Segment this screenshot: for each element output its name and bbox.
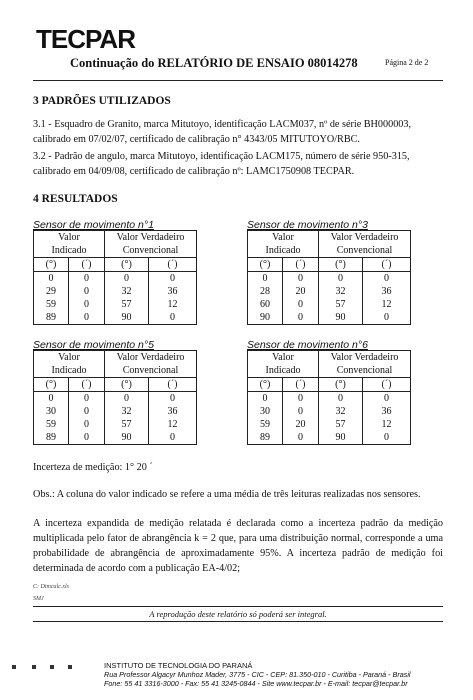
file-reference: C: Dimcalc.xls xyxy=(33,584,69,590)
table-cell: 89 xyxy=(34,431,69,445)
tecpar-logo: TECPAR xyxy=(36,24,135,54)
table-cell: 60 xyxy=(248,298,283,311)
footer-square-4 xyxy=(68,665,72,669)
unit-degrees: (°) xyxy=(248,258,283,272)
reproduction-note: A reprodução deste relatório só poderá ser integral. xyxy=(149,609,327,619)
table-cell: 36 xyxy=(363,285,411,298)
table-row xyxy=(248,285,411,298)
initials-reference: SMJ xyxy=(33,596,44,602)
table-row xyxy=(248,298,411,311)
header-divider xyxy=(33,80,443,81)
footer-top-divider xyxy=(33,606,443,607)
sensor-results-table xyxy=(33,350,197,445)
sensor-title: Sensor de movimento n°1 xyxy=(33,219,154,231)
unit-minutes: (´) xyxy=(363,258,411,272)
table-row xyxy=(248,418,411,431)
institution-contact: Fone: 55 41 3316-3000 - Fax: 55 41 3245-0844 - Site www.tecpar.br - E-mail: tecpar@tecpar.br xyxy=(104,679,408,688)
unit-degrees: (°) xyxy=(105,378,149,392)
table-cell: 0 xyxy=(34,392,69,406)
table-cell: 0 xyxy=(149,431,197,445)
uncertainty-value: Incerteza de medição: 1° 20 ´ xyxy=(33,462,153,473)
header-true-value: Valor Verdadeiro xyxy=(319,351,411,365)
table-cell: 0 xyxy=(69,272,105,286)
institution-name: INSTITUTO DE TECNOLOGIA DO PARANÁ xyxy=(104,661,253,670)
table-cell: 0 xyxy=(283,392,319,406)
header-indicated: Valor xyxy=(34,351,105,365)
footer-square-3 xyxy=(50,665,54,669)
table-row xyxy=(248,392,411,406)
header-true-value-sub: Convencional xyxy=(319,364,411,378)
sensor-title: Sensor de movimento n°6 xyxy=(247,339,368,351)
footer-institution xyxy=(104,661,411,688)
table-row xyxy=(34,285,197,298)
table-cell: 0 xyxy=(69,392,105,406)
table-cell: 90 xyxy=(248,311,283,325)
table-row xyxy=(34,272,197,286)
table-cell: 57 xyxy=(319,298,363,311)
table-cell: 36 xyxy=(149,285,197,298)
table-cell: 30 xyxy=(34,405,69,418)
header-indicated-sub: Indicado xyxy=(248,364,319,378)
sensor-title: Sensor de movimento n°5 xyxy=(33,339,154,351)
table-cell: 20 xyxy=(283,285,319,298)
table-cell: 57 xyxy=(105,298,149,311)
unit-degrees: (°) xyxy=(319,378,363,392)
obs-note: Obs.: A coluna do valor indicado se refere a uma média de três leituras realizadas nos sensores. xyxy=(33,489,421,500)
table-cell: 0 xyxy=(283,311,319,325)
unit-minutes: (´) xyxy=(149,378,197,392)
table-cell: 0 xyxy=(105,392,149,406)
table-cell: 0 xyxy=(69,405,105,418)
sensor-results-table xyxy=(33,230,197,325)
table-cell: 0 xyxy=(34,272,69,286)
table-cell: 59 xyxy=(248,418,283,431)
unit-degrees: (°) xyxy=(248,378,283,392)
unit-degrees: (°) xyxy=(34,258,69,272)
table-cell: 89 xyxy=(34,311,69,325)
table-cell: 0 xyxy=(69,311,105,325)
table-cell: 29 xyxy=(34,285,69,298)
unit-degrees: (°) xyxy=(319,258,363,272)
table-cell: 59 xyxy=(34,418,69,431)
table-cell: 0 xyxy=(319,392,363,406)
table-cell: 0 xyxy=(69,418,105,431)
section-3-heading: 3 PADRÕES UTILIZADOS xyxy=(33,95,171,107)
header-true-value: Valor Verdadeiro xyxy=(319,231,411,245)
table-cell: 20 xyxy=(283,418,319,431)
table-cell: 12 xyxy=(363,418,411,431)
table-cell: 0 xyxy=(283,431,319,445)
table-cell: 32 xyxy=(319,405,363,418)
unit-minutes: (´) xyxy=(149,258,197,272)
table-cell: 90 xyxy=(319,431,363,445)
table-row xyxy=(34,431,197,445)
table-cell: 57 xyxy=(319,418,363,431)
header-true-value-sub: Convencional xyxy=(319,244,411,258)
table-cell: 0 xyxy=(149,272,197,286)
page-number: Página 2 de 2 xyxy=(385,58,429,67)
table-row xyxy=(248,405,411,418)
unit-degrees: (°) xyxy=(105,258,149,272)
sensor-results-table xyxy=(247,230,411,325)
table-cell: 32 xyxy=(105,405,149,418)
table-cell: 0 xyxy=(283,272,319,286)
header-true-value: Valor Verdadeiro xyxy=(105,231,197,245)
unit-minutes: (´) xyxy=(69,378,105,392)
table-cell: 28 xyxy=(248,285,283,298)
section-4-heading: 4 RESULTADOS xyxy=(33,193,118,205)
table-cell: 12 xyxy=(149,418,197,431)
table-row xyxy=(248,272,411,286)
table-cell: 0 xyxy=(248,272,283,286)
header-indicated-sub: Indicado xyxy=(34,364,105,378)
table-cell: 89 xyxy=(248,431,283,445)
report-title: Continuação do RELATÓRIO DE ENSAIO 08014278 xyxy=(70,56,358,70)
table-cell: 0 xyxy=(248,392,283,406)
header-indicated: Valor xyxy=(248,231,319,245)
header-indicated: Valor xyxy=(34,231,105,245)
standard-item-2: 3.2 - Padrão de angulo, marca Mitutoyo, identificação LACM175, número de série 950-315, calibrado em 04/09/08, certificado de calibração nº: LAMC1750908 TECPAR. xyxy=(33,151,410,177)
table-cell: 32 xyxy=(319,285,363,298)
table-cell: 90 xyxy=(105,311,149,325)
table-cell: 90 xyxy=(105,431,149,445)
table-cell: 0 xyxy=(69,298,105,311)
table-cell: 59 xyxy=(34,298,69,311)
table-cell: 0 xyxy=(283,298,319,311)
institution-address: Rua Professor Algacyr Munhoz Mader, 3775 - CIC - CEP: 81.350-010 - Curitiba - Paraná - Brasil xyxy=(104,670,411,679)
unit-degrees: (°) xyxy=(34,378,69,392)
footer-bottom-divider xyxy=(33,621,443,622)
table-cell: 36 xyxy=(363,405,411,418)
header-true-value: Valor Verdadeiro xyxy=(105,351,197,365)
unit-minutes: (´) xyxy=(283,378,319,392)
header-indicated: Valor xyxy=(248,351,319,365)
sensor-title: Sensor de movimento n°3 xyxy=(247,219,368,231)
table-cell: 0 xyxy=(69,431,105,445)
table-cell: 0 xyxy=(363,311,411,325)
header-true-value-sub: Convencional xyxy=(105,244,197,258)
table-row xyxy=(34,418,197,431)
table-row xyxy=(34,392,197,406)
table-cell: 30 xyxy=(248,405,283,418)
table-row xyxy=(34,298,197,311)
table-cell: 0 xyxy=(363,392,411,406)
table-row xyxy=(248,431,411,445)
table-row xyxy=(34,311,197,325)
unit-minutes: (´) xyxy=(69,258,105,272)
table-cell: 0 xyxy=(149,392,197,406)
table-cell: 0 xyxy=(283,405,319,418)
table-cell: 12 xyxy=(149,298,197,311)
table-cell: 36 xyxy=(149,405,197,418)
unit-minutes: (´) xyxy=(283,258,319,272)
header-true-value-sub: Convencional xyxy=(105,364,197,378)
expanded-uncertainty-text: A incerteza expandida de medição relatada é declarada como a incerteza padrão da medição multiplicada pelo fator de abrangência k = 2 que, para uma distribuição normal, corresponde a uma probabilidade de abrangência de aproximadamente 95%. A incerteza padrão de medição foi determinada de acordo com a publicação EA-4/02; xyxy=(33,518,443,574)
table-cell: 0 xyxy=(149,311,197,325)
table-cell: 0 xyxy=(105,272,149,286)
footer-square-2 xyxy=(32,665,36,669)
table-cell: 90 xyxy=(319,311,363,325)
unit-minutes: (´) xyxy=(363,378,411,392)
header-indicated-sub: Indicado xyxy=(248,244,319,258)
table-cell: 32 xyxy=(105,285,149,298)
footer-square-1 xyxy=(12,665,16,669)
standard-item-1: 3.1 - Esquadro de Granito, marca Mitutoyo, identificação LACM037, nº de série BH000003, calibrado em 07/02/07, certificado de calibração n° 4343/05 MITUTOYO/RBC. xyxy=(33,119,412,145)
sensor-results-table xyxy=(247,350,411,445)
table-cell: 12 xyxy=(363,298,411,311)
table-row xyxy=(34,405,197,418)
table-cell: 0 xyxy=(363,272,411,286)
table-cell: 57 xyxy=(105,418,149,431)
table-cell: 0 xyxy=(363,431,411,445)
header-indicated-sub: Indicado xyxy=(34,244,105,258)
table-cell: 0 xyxy=(319,272,363,286)
table-cell: 0 xyxy=(69,285,105,298)
table-row xyxy=(248,311,411,325)
